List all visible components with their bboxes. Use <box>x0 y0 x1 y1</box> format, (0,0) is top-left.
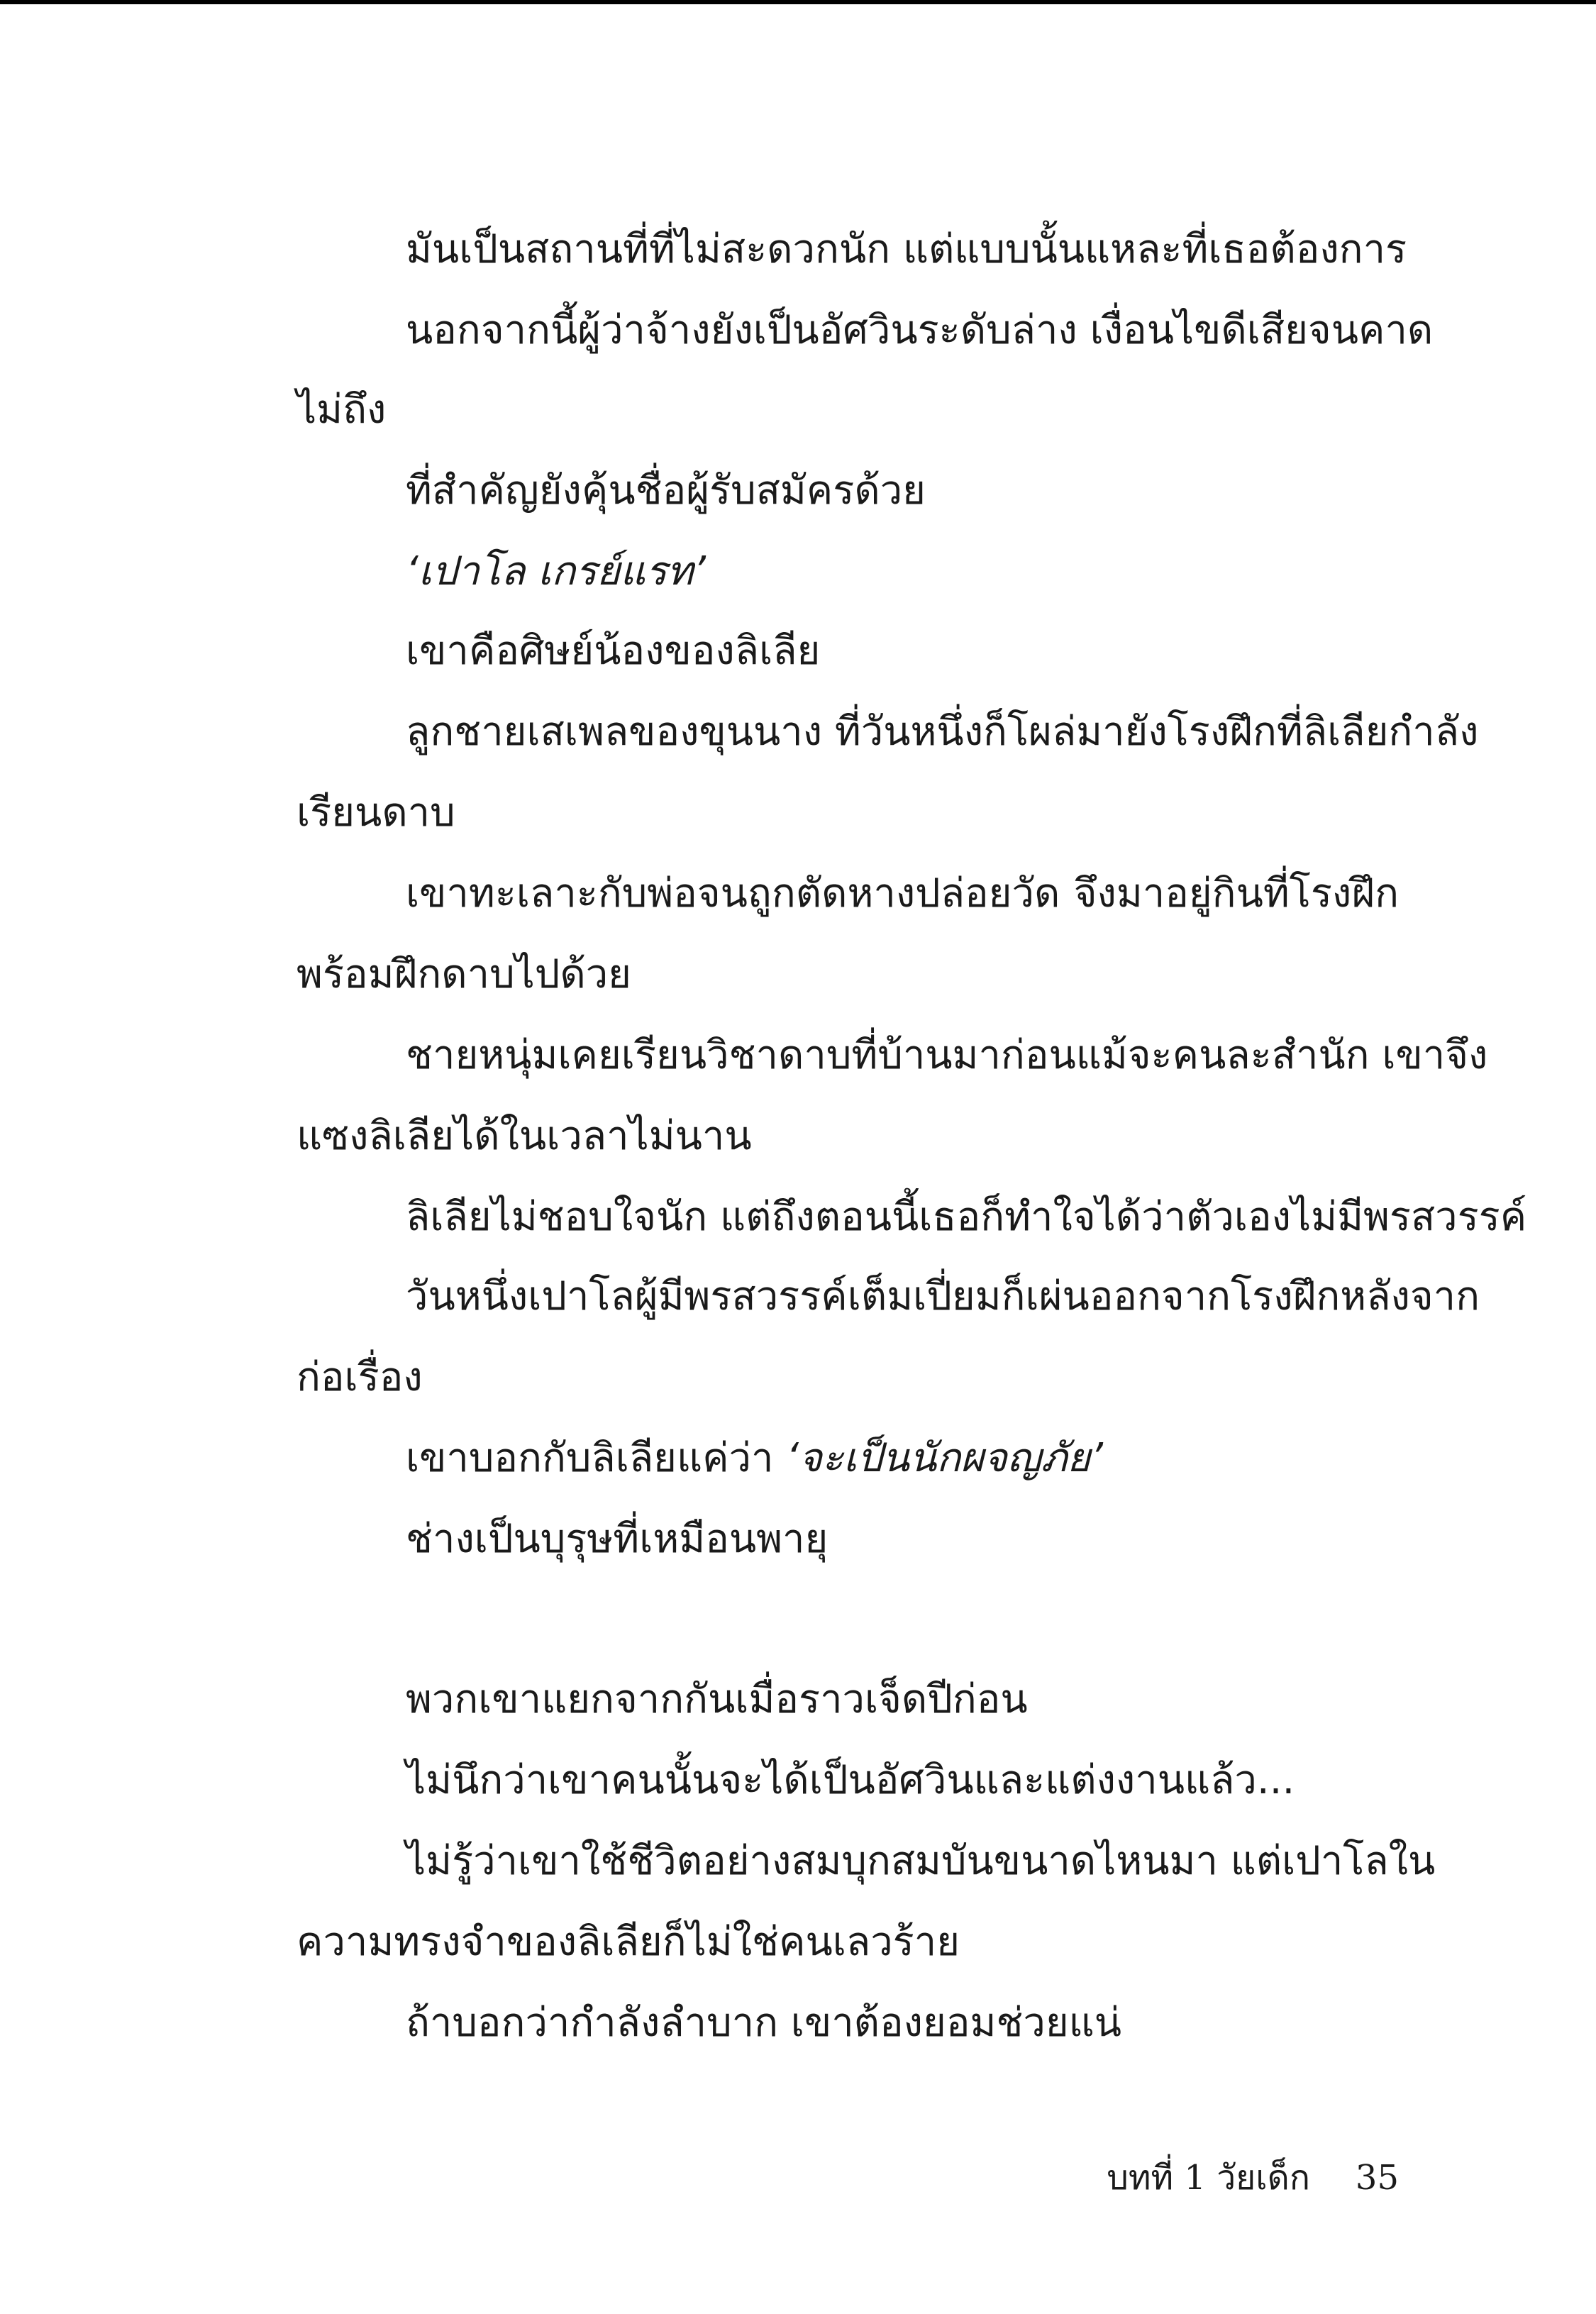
paragraph-line: ชายหนุ่มเคยเรียนวิชาดาบที่บ้านมาก่อนแม้จะคนละสำนัก เขาจึง <box>406 1032 1488 1078</box>
page-number: 35 <box>1355 2158 1399 2198</box>
page-footer <box>1107 2149 1399 2206</box>
paragraph-line: ถ้าบอกว่ากำลังลำบาก เขาต้องยอมช่วยแน่ <box>406 2000 1122 2046</box>
dialogue-lead: เขาบอกกับลิเลียแค่ว่า <box>406 1435 787 1481</box>
paragraph-line: ก่อเรื่อง <box>297 1354 423 1400</box>
paragraph-line: พวกเขาแยกจากกันเมื่อราวเจ็ดปีก่อน <box>406 1676 1028 1722</box>
paragraph-line <box>406 1430 1103 1487</box>
paragraph-line: ไม่รู้ว่าเขาใช้ชีวิตอย่างสมบุกสมบันขนาดไหนมา แต่เปาโลใน <box>406 1838 1436 1884</box>
paragraph-line: วันหนึ่งเปาโลผู้มีพรสวรรค์เต็มเปี่ยมก็เผ่นออกจากโรงฝึกหลังจาก <box>406 1273 1480 1319</box>
paragraph-line: ที่สำคัญยังคุ้นชื่อผู้รับสมัครด้วย <box>406 467 926 514</box>
paragraph-line: มันเป็นสถานที่ที่ไม่สะดวกนัก แต่แบบนั้นแหละที่เธอต้องการ <box>406 226 1407 272</box>
paragraph-line: เรียนดาบ <box>297 790 455 836</box>
paragraph-line: ลูกชายเสเพลของขุนนาง ที่วันหนึ่งก็โผล่มายังโรงฝึกที่ลิเลียกำลัง <box>406 709 1479 755</box>
paragraph-line: นอกจากนี้ผู้ว่าจ้างยังเป็นอัศวินระดับล่าง เงื่อนไขดีเสียจนคาด <box>406 307 1434 353</box>
dialogue-quote: ‘จะเป็นนักผจญภัย’ <box>786 1435 1103 1481</box>
paragraph-line: พร้อมฝึกดาบไปด้วย <box>297 951 631 997</box>
paragraph-line: เขาทะเลาะกับพ่อจนถูกตัดหางปล่อยวัด จึงมาอยู่กินที่โรงฝึก <box>406 870 1399 917</box>
paragraph-line: ‘เปาโล เกรย์แรท’ <box>406 548 706 594</box>
paragraph-line: ไม่นึกว่าเขาคนนั้นจะได้เป็นอัศวินและแต่งงานแล้ว... <box>406 1757 1295 1803</box>
chapter-title: บทที่ 1 วัยเด็ก <box>1107 2158 1310 2198</box>
paragraph-line: ลิเลียไม่ชอบใจนัก แต่ถึงตอนนี้เธอก็ทำใจได้ว่าตัวเองไม่มีพรสวรรค์ <box>406 1194 1527 1240</box>
paragraph-line: ช่างเป็นบุรุษที่เหมือนพายุ <box>406 1516 829 1562</box>
paragraph-line: แซงลิเลียได้ในเวลาไม่นาน <box>297 1113 752 1159</box>
paragraph-line: ความทรงจำของลิเลียก็ไม่ใช่คนเลวร้าย <box>297 1919 960 1965</box>
paragraph-line: ไม่ถึง <box>297 387 387 433</box>
paragraph-line: เขาคือศิษย์น้องของลิเลีย <box>406 628 821 674</box>
